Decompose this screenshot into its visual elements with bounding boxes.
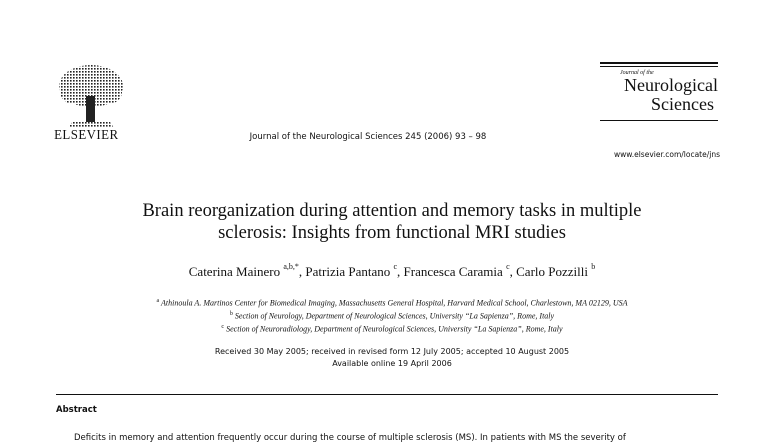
journal-url[interactable]: www.elsevier.com/locate/jns (614, 150, 720, 159)
received-dates: Received 30 May 2005; received in revised form 12 July 2005; accepted 10 August 2005 (214, 347, 570, 356)
abstract-rule (56, 394, 718, 395)
title-line: Brain reorganization during attention and memory tasks in multiple (142, 201, 642, 221)
brand-rule (600, 62, 718, 64)
title-line: sclerosis: Insights from functional MRI studies (218, 223, 566, 243)
article-title (40, 200, 744, 244)
affiliation-mark: a (156, 298, 160, 304)
author-affiliation-mark: a,b,* (283, 262, 299, 271)
author-affiliation-mark: c (393, 262, 398, 271)
affiliation-text: Section of Neuroradiology, Department of Neurological Sciences, University “La Sapienza”, Rome, Italy (226, 324, 563, 334)
author-separator: , (298, 264, 306, 279)
author-list (40, 264, 744, 280)
publisher-name: ELSEVIER (54, 128, 119, 143)
journal-citation: Journal of the Neurological Sciences 245 (2006) 93 – 98 (249, 132, 487, 142)
author-affiliation-mark: c (506, 262, 510, 271)
affiliation-mark: c (221, 324, 225, 330)
author-affiliation-mark: b (591, 262, 596, 271)
brand-rule (600, 66, 718, 67)
affiliation-b (40, 311, 744, 321)
journal-brand (600, 62, 718, 114)
journal-name: Neurological (624, 75, 718, 95)
affiliation-text: Section of Neurology, Department of Neurological Sciences, University “La Sapienza”, Rome, Italy (234, 311, 555, 321)
affiliation-text: Athinoula A. Martinos Center for Biomedical Imaging, Massachusetts General Hospital, Harvard Medical School, Charlestown, MA 02129, USA (161, 298, 628, 308)
journal-name: Sciences (651, 94, 714, 114)
author-separator: , (397, 264, 404, 279)
online-date: Available online 19 April 2006 (332, 359, 452, 368)
affiliation-c (40, 324, 744, 334)
author-name[interactable]: Francesca Caramia (403, 264, 503, 279)
abstract-heading: Abstract (56, 405, 97, 415)
author-name[interactable]: Caterina Mainero (188, 264, 281, 279)
affiliation-mark: b (229, 311, 233, 317)
abstract-text: Deficits in memory and attention frequently occur during the course of multiple sclerosis (MS). In patients with MS the severity of (74, 433, 626, 443)
brand-bottom-rule (600, 120, 718, 121)
journal-of-label: Journal of the (620, 70, 654, 76)
author-name[interactable]: Patrizia Pantano (305, 264, 391, 279)
affiliation-a (40, 298, 744, 308)
author-name[interactable]: Carlo Pozzilli (516, 264, 588, 279)
author-separator: , (509, 264, 517, 279)
